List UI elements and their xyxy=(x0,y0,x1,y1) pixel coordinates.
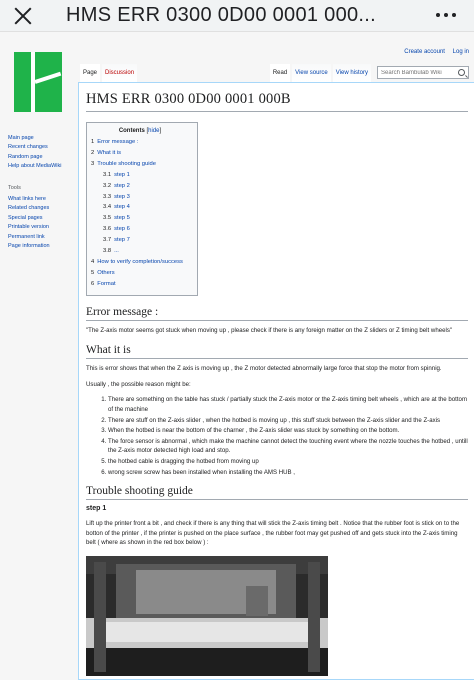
toc-item-number: 3.3 xyxy=(103,193,112,200)
step-1-text: Lift up the printer front a bit , and check if there is any thing that will stick the Z-axis timing belt . Notice that the rubber foot is stick on to the botton of the printer , if the printer is pushed on the place surface , the rubber foot may get pushed off and gets stuck into the Z-axis timing belt ( where as shown in the red box below ) : xyxy=(86,520,460,547)
list-item: 2. There are stuff on the Z-axis slider , when the hotbed is moving up , this stuff stuck between the Z-axis slider and the Z-axis xyxy=(108,416,468,426)
toc-item-link[interactable]: ... xyxy=(114,248,119,255)
sidebar-item-main-page[interactable]: Main page xyxy=(8,135,34,141)
toc-toggle-open: [ xyxy=(146,128,149,134)
page-title: HMS ERR 0300 0D00 0001 000B xyxy=(86,91,468,112)
toc-hide-link[interactable]: hide xyxy=(148,128,160,134)
toc-item-link[interactable]: Trouble shooting guide xyxy=(97,160,156,167)
toc-item-number: 3.6 xyxy=(103,226,112,233)
toc-item-number: 5 xyxy=(91,269,95,276)
toc-item-link[interactable]: Error message : xyxy=(97,139,139,145)
namespace-tabs xyxy=(80,64,139,82)
toc-item-link[interactable]: step 7 xyxy=(114,237,130,244)
list-item: 6. wrong screw screw has been installed when installing the AMS HUB , xyxy=(108,468,468,478)
reasons-list xyxy=(86,395,468,477)
tab-read[interactable]: Read xyxy=(270,64,290,82)
search-icon[interactable] xyxy=(458,69,465,76)
browser-app-bar xyxy=(0,0,474,32)
usually-text: Usually , the possible reason might be: xyxy=(86,380,191,388)
section-trouble-shooting xyxy=(86,485,468,680)
toc-heading: Contents xyxy=(118,128,145,134)
section-heading-error: Error message : xyxy=(86,306,468,321)
sidebar-navigation xyxy=(8,134,76,251)
toc-item[interactable] xyxy=(91,224,189,235)
toc-item-number: 3.8 xyxy=(103,248,112,255)
toc-item[interactable] xyxy=(91,213,189,224)
toc-item[interactable] xyxy=(91,192,189,203)
tab-discussion[interactable]: Discussion xyxy=(102,64,137,82)
tab-view-history[interactable]: View history xyxy=(333,64,371,82)
toc-item[interactable] xyxy=(91,246,189,257)
list-item: 3. When the hotbed is near the bottom of the charner , the Z-axis slider was stuck by something on the bottom. xyxy=(108,426,468,436)
toc-item-number: 1 xyxy=(91,139,95,145)
main-content xyxy=(78,82,474,680)
login-link[interactable]: Log in xyxy=(452,49,469,55)
toc-item[interactable] xyxy=(91,235,189,246)
toc-item-number: 4 xyxy=(91,258,95,265)
personal-tools xyxy=(398,49,469,55)
toc-item-link[interactable]: step 3 xyxy=(114,193,130,200)
sidebar-item-permanent-link[interactable]: Permanent link xyxy=(8,233,45,240)
tab-view-source[interactable]: View source xyxy=(292,64,331,82)
toc-item[interactable] xyxy=(91,257,189,268)
list-item: 5. the hotbed cable is dragging the hotbed from moving up xyxy=(108,457,468,467)
toc-item-number: 6 xyxy=(91,280,95,287)
toc-item[interactable] xyxy=(91,202,189,213)
sidebar-item-random-page[interactable]: Random page xyxy=(8,153,43,160)
section-heading-what-it-is: What it is xyxy=(86,344,468,359)
step-1-heading: step 1 xyxy=(86,505,107,513)
toc-item[interactable] xyxy=(91,148,189,159)
what-it-is-text: This is error shows that when the Z axis is moving up , the Z motor detected abnormally large force that stop the motor from spinnig. xyxy=(86,365,442,373)
toc-item-link[interactable]: Others xyxy=(97,269,115,276)
toc-item[interactable] xyxy=(91,159,189,170)
browser-title: HMS ERR 0300 0D00 0001 000... xyxy=(66,4,376,26)
sidebar-tools-heading: Tools xyxy=(8,184,21,191)
toc-item[interactable] xyxy=(91,170,189,181)
view-tabs xyxy=(270,64,469,82)
toc-toggle-close: ] xyxy=(159,128,162,134)
toc-item-number: 3.5 xyxy=(103,215,112,222)
toc-item-link[interactable]: step 2 xyxy=(114,182,130,189)
toc-item-number: 3.4 xyxy=(103,204,112,211)
tab-page[interactable]: Page xyxy=(80,64,100,82)
toc-item-link[interactable]: step 5 xyxy=(114,215,130,222)
toc-item-link[interactable]: step 1 xyxy=(114,171,130,178)
sidebar-item-page-information[interactable]: Page information xyxy=(8,243,50,250)
section-error-message xyxy=(86,306,468,336)
toc-title xyxy=(91,128,189,134)
toc-item-link[interactable]: step 4 xyxy=(114,204,130,211)
toc-item-link[interactable]: What it is xyxy=(97,149,122,156)
toc-item-number: 3 xyxy=(91,160,95,167)
sidebar-item-what-links-here[interactable]: What links here xyxy=(8,196,46,203)
create-account-link[interactable]: Create account xyxy=(404,49,445,55)
close-icon[interactable] xyxy=(12,5,34,27)
search-input[interactable] xyxy=(378,67,456,78)
section-heading-trouble-shooting: Trouble shooting guide xyxy=(86,485,468,500)
toc-item-number: 3.2 xyxy=(103,182,112,189)
sidebar-item-related-changes[interactable]: Related changes xyxy=(8,205,50,212)
list-item: 4. The force sensor is abnormal , which make the machine cannot detect the touching event where the nozzle touches the hotbed , untill the Z-axis motor detected high load and stop. xyxy=(108,437,468,456)
toc-item[interactable] xyxy=(91,137,189,148)
list-item: 1. There are something on the table has stuck / partially stuck the Z-axis motor or the Z-axis timing belt wheels , which are at the bottom of the machine xyxy=(108,395,468,414)
printer-photo[interactable] xyxy=(86,556,328,676)
toc-item-link[interactable]: How to verify completion/success xyxy=(97,258,183,265)
sidebar-item-printable-version[interactable]: Printable version xyxy=(8,224,49,231)
toc-item-number: 2 xyxy=(91,149,95,156)
section-what-it-is xyxy=(86,344,468,477)
toc-item-number: 3.7 xyxy=(103,237,112,244)
toc-item[interactable] xyxy=(91,181,189,192)
toc-item-link[interactable]: step 6 xyxy=(114,226,130,233)
toc-list xyxy=(91,137,189,290)
toc-item-link[interactable]: Format xyxy=(97,280,116,287)
toc-item[interactable] xyxy=(91,268,189,279)
search-box xyxy=(377,66,469,79)
table-of-contents xyxy=(86,122,198,296)
toc-toggle xyxy=(146,128,161,134)
sidebar-item-special-pages[interactable]: Special pages xyxy=(8,214,43,221)
bambulab-logo[interactable] xyxy=(14,52,62,112)
more-options-icon[interactable] xyxy=(436,13,456,19)
sidebar-item-help[interactable]: Help about MediaWiki xyxy=(8,163,62,170)
sidebar-item-recent-changes[interactable]: Recent changes xyxy=(8,144,48,151)
toc-item[interactable] xyxy=(91,279,189,290)
error-message-text: "The Z-axis motor seems got stuck when moving up , please check if there is any foreign matter on the Z sliders or Z timing belt wheels" xyxy=(86,326,453,334)
toc-item-number: 3.1 xyxy=(103,171,112,178)
